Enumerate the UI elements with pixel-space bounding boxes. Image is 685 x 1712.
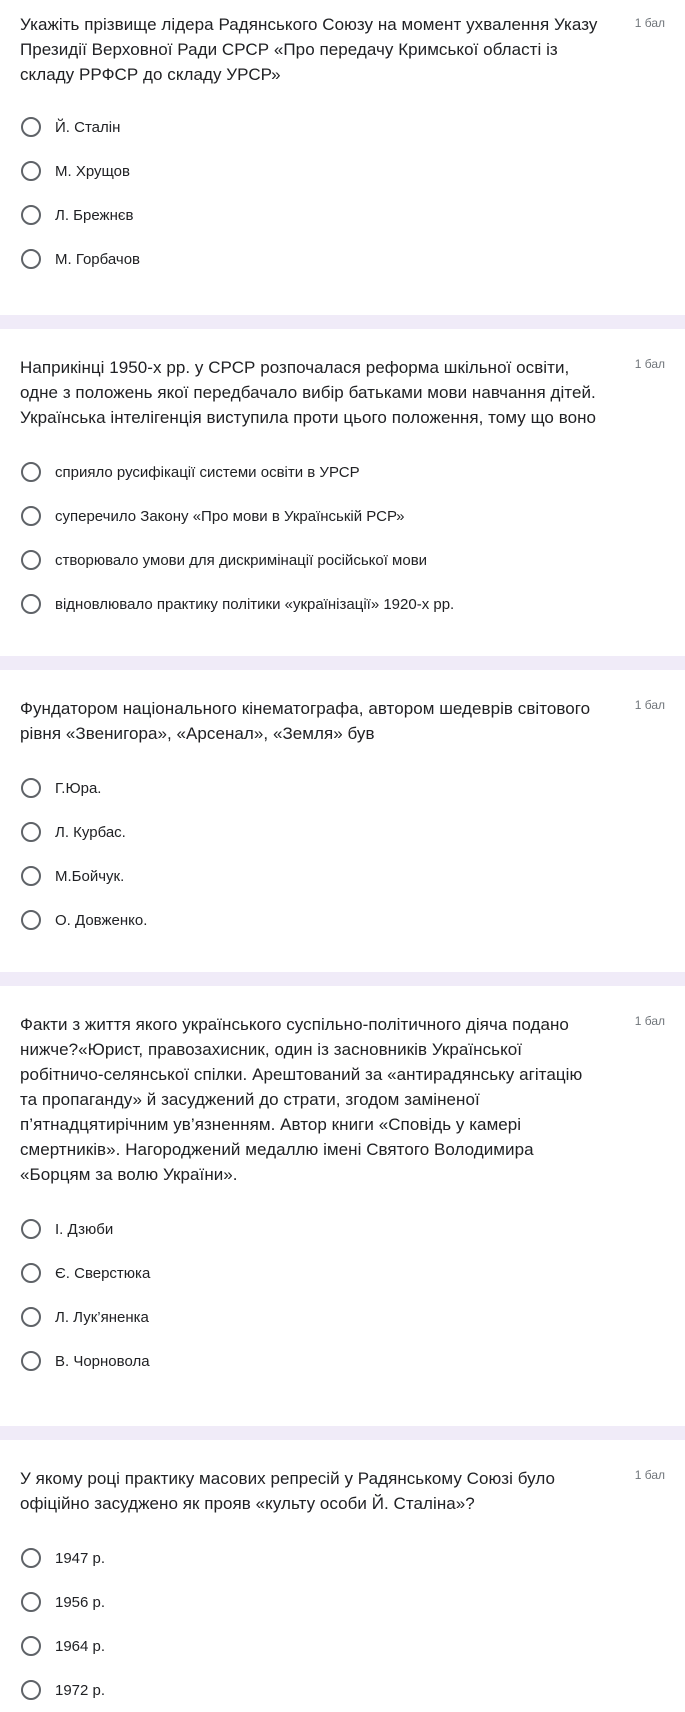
option-label: Є. Сверстюка: [55, 1264, 151, 1282]
option-3[interactable]: [20, 1624, 665, 1668]
option-label: суперечило Закону «Про мови в Українській РСР»: [55, 507, 405, 525]
question-card-2: [0, 329, 685, 656]
option-label: 1947 р.: [55, 1549, 106, 1567]
option-label: Й. Сталін: [55, 118, 121, 136]
section-separator: [0, 972, 685, 986]
option-2[interactable]: [20, 494, 665, 538]
radio-icon[interactable]: [21, 1307, 41, 1327]
option-label: М. Горбачов: [55, 250, 141, 268]
section-separator: [0, 315, 685, 329]
radio-icon[interactable]: [21, 506, 41, 526]
option-label: В. Чорновола: [55, 1352, 150, 1370]
options-group: [20, 105, 665, 281]
option-2[interactable]: [20, 1580, 665, 1624]
option-2[interactable]: [20, 1251, 665, 1295]
radio-icon[interactable]: [21, 1592, 41, 1612]
option-4[interactable]: [20, 237, 665, 281]
options-group: [20, 1207, 665, 1383]
radio-icon[interactable]: [21, 822, 41, 842]
question-points: 1 бал: [634, 1014, 665, 1028]
question-card-4: [0, 986, 685, 1426]
option-label: відновлювало практику політики «українізації» 1920-х рр.: [55, 595, 455, 613]
option-3[interactable]: [20, 1295, 665, 1339]
options-group: [20, 766, 665, 942]
radio-icon[interactable]: [21, 594, 41, 614]
radio-icon[interactable]: [21, 117, 41, 137]
question-header: [20, 12, 665, 87]
option-2[interactable]: [20, 810, 665, 854]
option-label: І. Дзюби: [55, 1220, 114, 1238]
question-card-3: [0, 670, 685, 972]
question-header: [20, 1012, 665, 1187]
radio-icon[interactable]: [21, 462, 41, 482]
option-3[interactable]: [20, 538, 665, 582]
radio-icon[interactable]: [21, 161, 41, 181]
radio-icon[interactable]: [21, 205, 41, 225]
option-4[interactable]: [20, 898, 665, 942]
section-separator: [0, 1426, 685, 1440]
option-1[interactable]: [20, 105, 665, 149]
question-title: Факти з життя якого українського суспільно-політичного діяча подано нижче?«Юрист, правозахисник, один із засновників Української робітничо-селянської спілки. Арештований за «антирадянську агітацію та пропаганду» й засуджений до страти, згодом заміненої п’ятнадцятирічним ув’язненням. Автор книги «Сповідь у камері смертників». Нагороджений медаллю імені Святого Володимира «Борцям за волю України».: [20, 1015, 583, 1184]
radio-icon[interactable]: [21, 778, 41, 798]
radio-icon[interactable]: [21, 1680, 41, 1700]
radio-icon[interactable]: [21, 1548, 41, 1568]
radio-icon[interactable]: [21, 866, 41, 886]
radio-icon[interactable]: [21, 1351, 41, 1371]
question-points: 1 бал: [634, 1468, 665, 1482]
radio-icon[interactable]: [21, 550, 41, 570]
option-label: сприяло русифікації системи освіти в УРСР: [55, 463, 360, 481]
question-title: У якому році практику масових репресій у Радянському Союзі було офіційно засуджено як прояв «культу особи Й. Сталіна»?: [20, 1469, 555, 1513]
question-title: Фундатором національного кінематографа, автором шедеврів світового рівня «Звенигора», «Арсенал», «Земля» був: [20, 699, 591, 743]
radio-icon[interactable]: [21, 1219, 41, 1239]
option-1[interactable]: [20, 1536, 665, 1580]
option-label: Л. Курбас.: [55, 823, 126, 841]
question-points: 1 бал: [634, 698, 665, 712]
question-points: 1 бал: [634, 357, 665, 371]
option-1[interactable]: [20, 766, 665, 810]
question-card-1: [0, 0, 685, 315]
question-title: Наприкінці 1950-х рр. у СРСР розпочалася реформа шкільної освіти, одне з положень якої передбачало вибір батьками мови навчання дітей. Українська інтелігенція виступила проти цього положення, тому що воно: [20, 358, 597, 427]
option-label: Л. Лук’яненка: [55, 1308, 149, 1326]
question-header: [20, 696, 665, 746]
option-label: Л. Брежнєв: [55, 206, 134, 224]
option-label: створювало умови для дискримінації російської мови: [55, 551, 428, 569]
options-group: [20, 450, 665, 626]
option-1[interactable]: [20, 1207, 665, 1251]
option-4[interactable]: [20, 1668, 665, 1712]
option-4[interactable]: [20, 582, 665, 626]
option-label: Г.Юра.: [55, 779, 102, 797]
option-2[interactable]: [20, 149, 665, 193]
option-1[interactable]: [20, 450, 665, 494]
radio-icon[interactable]: [21, 1263, 41, 1283]
question-title: Укажіть прізвище лідера Радянського Союзу на момент ухвалення Указу Президії Верховної Ради СРСР «Про передачу Кримської області із складу РРФСР до складу УРСР»: [20, 15, 598, 84]
question-header: [20, 1466, 665, 1516]
options-group: [20, 1536, 665, 1712]
section-separator: [0, 656, 685, 670]
radio-icon[interactable]: [21, 249, 41, 269]
option-label: 1964 р.: [55, 1637, 106, 1655]
option-3[interactable]: [20, 854, 665, 898]
option-label: М.Бойчук.: [55, 867, 125, 885]
option-3[interactable]: [20, 193, 665, 237]
option-label: М. Хрущов: [55, 162, 130, 180]
radio-icon[interactable]: [21, 910, 41, 930]
question-card-5: [0, 1440, 685, 1704]
option-label: 1972 р.: [55, 1681, 106, 1699]
option-label: О. Довженко.: [55, 911, 148, 929]
option-label: 1956 р.: [55, 1593, 106, 1611]
question-points: 1 бал: [634, 16, 665, 30]
question-header: [20, 355, 665, 430]
radio-icon[interactable]: [21, 1636, 41, 1656]
option-4[interactable]: [20, 1339, 665, 1383]
